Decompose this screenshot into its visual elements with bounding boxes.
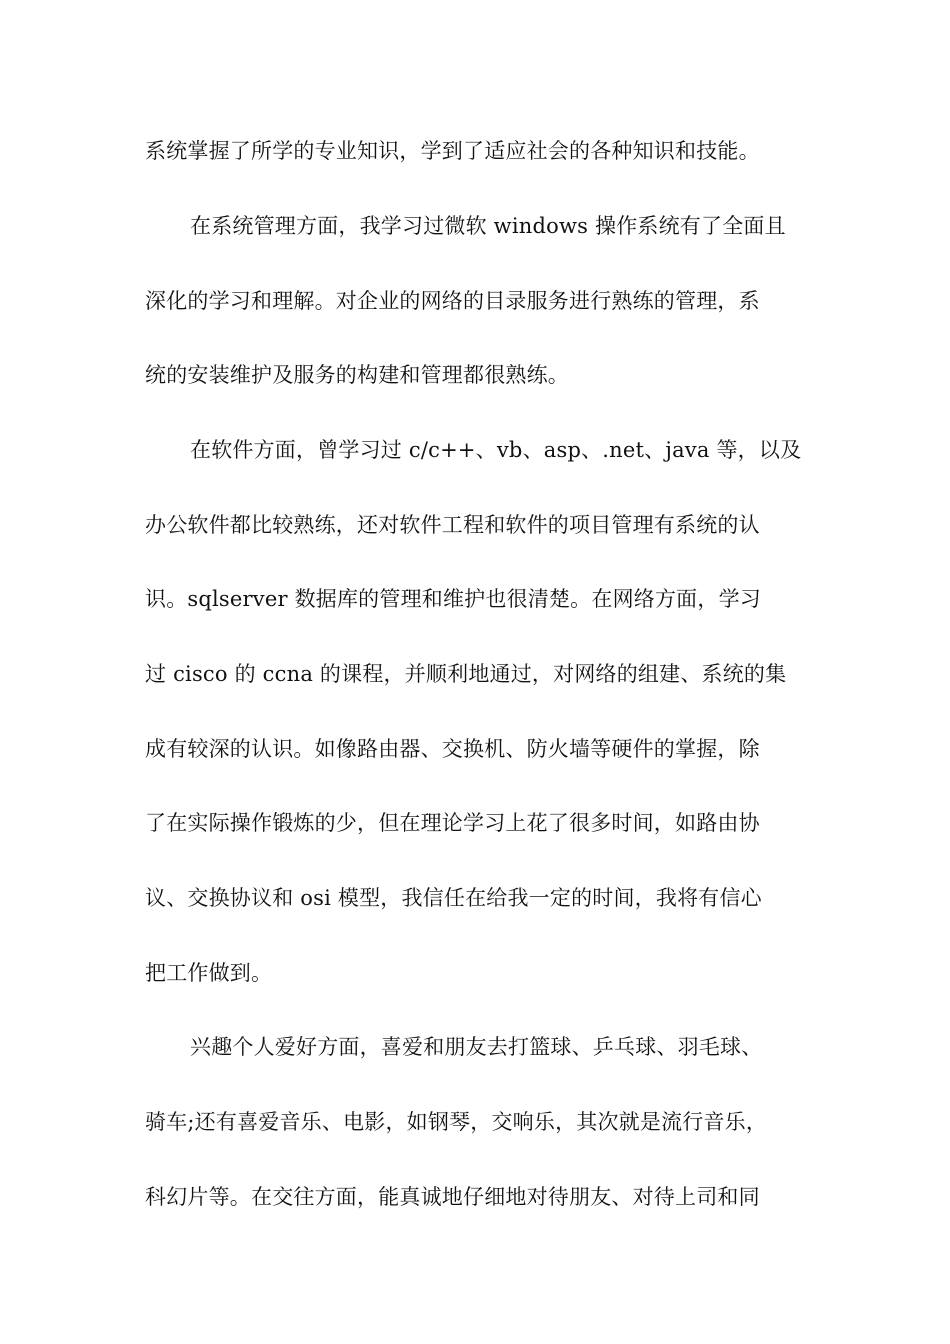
text-line: 了在实际操作锻炼的少，但在理论学习上花了很多时间，如路由协 [145,811,760,835]
text-line: 系统掌握了所学的专业知识，学到了适应社会的各种知识和技能。 [145,139,760,163]
text-line: 把工作做到。 [145,961,273,985]
text-line: 深化的学习和理解。对企业的网络的目录服务进行熟练的管理，系 [145,289,760,313]
text-line: 过 cisco 的 ccna 的课程，并顺利地通过，对网络的组建、系统的集 [145,662,787,686]
text-line: 统的安装维护及服务的构建和管理都很熟练。 [145,363,569,387]
text-line: 兴趣个人爱好方面，喜爱和朋友去打篮球、乒乓球、羽毛球、 [190,1035,763,1059]
text-line: 骑车;还有喜爱音乐、电影，如钢琴，交响乐，其次就是流行音乐， [145,1110,768,1134]
text-line: 科幻片等。在交往方面，能真诚地仔细地对待朋友、对待上司和同 [145,1185,760,1209]
text-line: 议、交换协议和 osi 模型，我信任在给我一定的时间，我将有信心 [145,886,762,910]
text-line: 识。sqlserver 数据库的管理和维护也很清楚。在网络方面，学习 [145,587,761,611]
text-line: 在软件方面，曾学习过 c/c++、vb、asp、.net、java 等，以及 [190,438,802,462]
text-line: 在系统管理方面，我学习过微软 windows 操作系统有了全面且 [190,214,786,238]
text-line: 办公软件都比较熟练，还对软件工程和软件的项目管理有系统的认 [145,513,760,537]
text-line: 成有较深的认识。如像路由器、交换机、防火墙等硬件的掌握，除 [145,737,760,761]
